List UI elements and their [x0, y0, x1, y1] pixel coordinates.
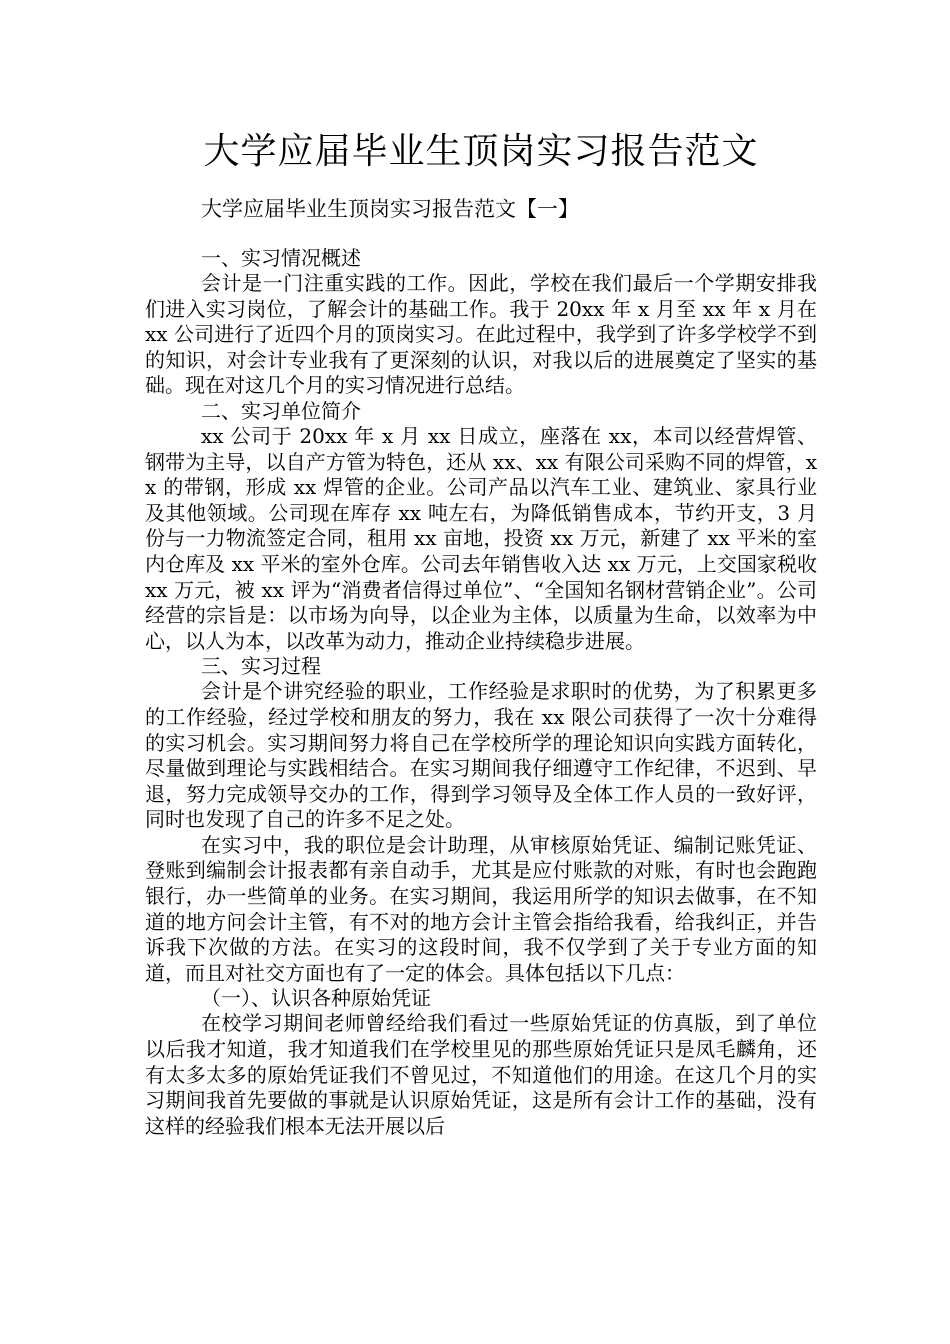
section-paragraph-overview: 会计是一门注重实践的工作。因此，学校在我们最后一个学期安排我们进入实习岗位，了解会计的基础工作。我于 20xx 年 x 月至 xx 年 x 月在 xx 公司进行了近四个月的顶岗实习。在此过程中，我学到了许多学校学不到的知识，对会计专业我有了更深刻的认识，对我以后的进展奠定了坚实的基础。现在对这几个月的实习情况进行总结。: [145, 271, 817, 398]
section-paragraph-company: xx 公司于 20xx 年 x 月 xx 日成立，座落在 xx，本司以经营焊管、钢带为主导，以自产方管为特色，还从 xx、xx 有限公司采购不同的焊管，xx 的带钢，形成 xx 焊管的企业。公司产品以汽车工业、建筑业、家具行业及其他领域。公司现在库存 xx 吨左右，为降低销售成本，节约开支，3 月份与一力物流签定合同，租用 xx 亩地，投资 xx 万元，新建了 xx 平米的室内仓库及 xx 平米的室外仓库。公司去年销售收入达 xx 万元，上交国家税收 xx 万元，被 xx 评为“消费者信得过单位”、“全国知名钢材营销企业”。公司经营的宗旨是：以市场为向导，以企业为主体，以质量为生命，以效率为中心，以人为本，以改革为动力，推动企业持续稳步进展。: [145, 423, 817, 653]
document-subtitle: 大学应届毕业生顶岗实习报告范文【一】: [201, 197, 579, 221]
section-heading-overview: 一、实习情况概述: [201, 246, 361, 270]
subsection-paragraph-vouchers: 在校学习期间老师曾经给我们看过一些原始凭证的仿真版，到了单位以后我才知道，我才知道我们在学校里见的那些原始凭证只是凤毛麟角，还有太多太多的原始凭证我们不曾见过，不知道他们的用途。在这几个月的实习期间我首先要做的事就是认识原始凭证，这是所有会计工作的基础，没有这样的经验我们根本无法开展以后: [145, 1011, 817, 1138]
section-paragraph-process-1: 会计是个讲究经验的职业，工作经验是求职时的优势，为了积累更多的工作经验，经过学校和朋友的努力，我在 xx 限公司获得了一次十分难得的实习机会。实习期间努力将自己在学校所学的理论知识向实践方面转化，尽量做到理论与实践相结合。在实习期间我仔细遵守工作纪律，不迟到、早退，努力完成领导交办的工作，得到学习领导及全体工作人员的一致好评，同时也发现了自己的许多不足之处。: [145, 679, 817, 832]
section-heading-process: 三、实习过程: [201, 654, 321, 679]
subsection-heading-vouchers: （一）、认识各种原始凭证: [201, 986, 431, 1011]
document-title: 大学应届毕业生顶岗实习报告范文: [203, 131, 759, 172]
document-page: [145, 128, 817, 1139]
section-paragraph-process-2: 在实习中，我的职位是会计助理，从审核原始凭证、编制记账凭证、登账到编制会计报表都有亲自动手，尤其是应付账款的对账，有时也会跑跑银行，办一些简单的业务。在实习期间，我运用所学的知识去做事，在不知道的地方问会计主管，有不对的地方会计主管会指给我看，给我纠正，并告诉我下次做的方法。在实习的这段时间，我不仅学到了关于专业方面的知道，而且对社交方面也有了一定的体会。具体包括以下几点：: [145, 832, 817, 985]
section-heading-company: 二、实习单位简介: [201, 398, 361, 423]
